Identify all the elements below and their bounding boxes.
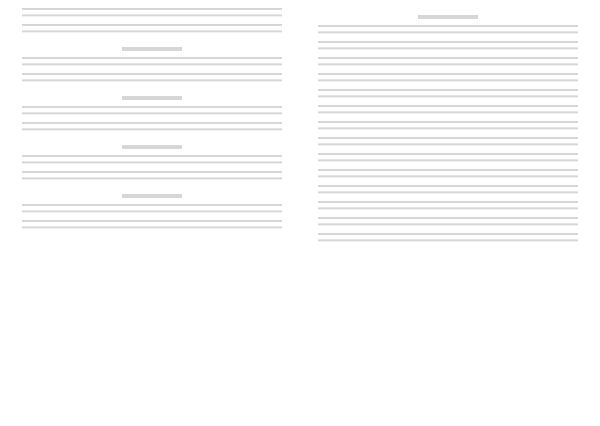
section-heading-2 (122, 96, 182, 100)
right-paragraph-6 (318, 105, 578, 117)
section-heading-4 (122, 194, 182, 198)
right-paragraph-9 (318, 153, 578, 165)
right-paragraph-4 (318, 73, 578, 85)
section-2-paragraph-1 (22, 106, 282, 118)
section-3-paragraph-1 (22, 155, 282, 167)
right-paragraph-7 (318, 121, 578, 133)
right-paragraph-12 (318, 201, 578, 213)
right-paragraph-11 (318, 185, 578, 197)
section-heading-1 (122, 47, 182, 51)
right-paragraph-10 (318, 169, 578, 181)
right-paragraph-2 (318, 41, 578, 53)
right-paragraph-8 (318, 137, 578, 149)
intro-paragraph-1 (22, 8, 282, 20)
right-paragraph-13 (318, 217, 578, 229)
section-heading-3 (122, 145, 182, 149)
document-page (22, 8, 578, 416)
intro-paragraph-2 (22, 24, 282, 36)
right-column (318, 8, 578, 416)
section-2-paragraph-2 (22, 122, 282, 134)
right-section-heading (418, 15, 478, 19)
section-3-paragraph-2 (22, 171, 282, 183)
right-paragraph-14 (318, 233, 578, 245)
section-1-paragraph-2 (22, 73, 282, 85)
right-paragraph-5 (318, 89, 578, 101)
right-paragraph-3 (318, 57, 578, 69)
left-column (22, 8, 282, 416)
section-4-paragraph-1 (22, 204, 282, 216)
section-1-paragraph-1 (22, 57, 282, 69)
right-paragraph-1 (318, 25, 578, 37)
section-4-paragraph-2 (22, 220, 282, 232)
